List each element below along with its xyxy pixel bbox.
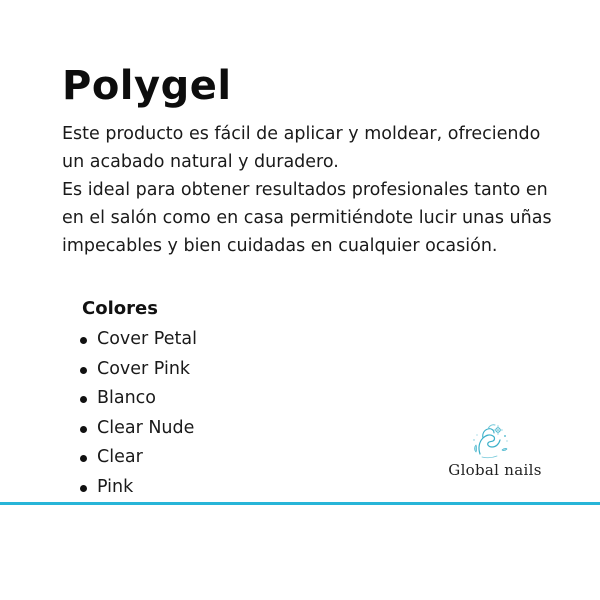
color-item [80,473,197,503]
floral-nail-logo-icon [468,420,512,460]
description-line: Este producto es fácil de aplicar y moldear, ofreciendo [62,124,541,144]
brand-logo [440,420,550,490]
description-line: Es ideal para obtener resultados profesionales tanto en [62,180,548,200]
color-item-label: Pink [97,476,134,497]
description-line: impecables y bien cuidadas en cualquier ocasión. [62,236,498,256]
color-item [80,384,197,414]
color-item-label: Clear Nude [97,417,195,438]
accent-divider [0,502,600,505]
colors-heading: Colores [82,298,158,319]
bullet-icon [80,367,87,374]
color-item-label: Blanco [97,388,157,409]
color-item [80,443,197,473]
brand-name: Global nails [448,461,542,479]
description-line: en el salón como en casa permitiéndote lucir unas uñas [62,208,552,228]
bullet-icon [80,337,87,344]
bullet-icon [80,455,87,462]
color-item-label: Cover Petal [97,329,197,349]
color-item [80,355,197,385]
bullet-icon [80,426,87,433]
color-item [80,325,197,355]
color-item-label: Clear [97,447,143,468]
product-title: Polygel [62,63,232,109]
color-item [80,414,197,444]
product-description [62,120,582,260]
bullet-icon [80,485,87,492]
description-line: un acabado natural y duradero. [62,152,339,172]
bullet-icon [80,396,87,403]
color-item-label: Cover Pink [97,358,191,379]
colors-list [80,325,197,503]
